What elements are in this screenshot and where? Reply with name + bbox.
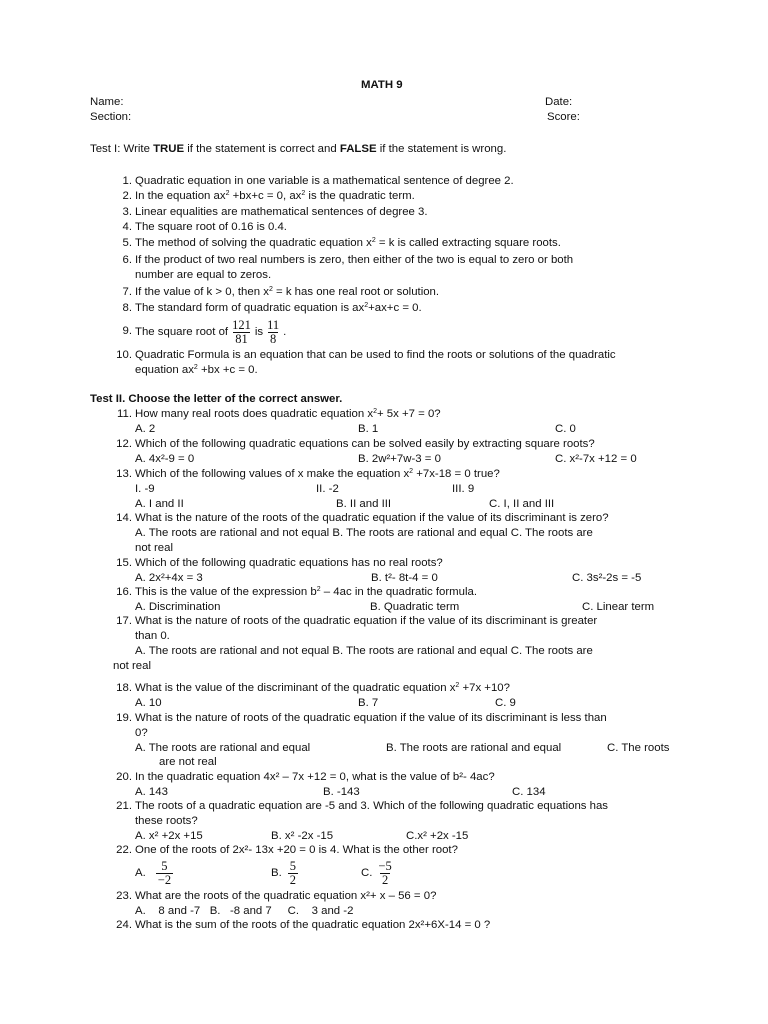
- option-c: C. $\frac{-5}{2}$: [361, 858, 392, 887]
- question-number: 23.: [116, 890, 132, 902]
- option-a: A. $\frac{5}{-2}$: [135, 858, 172, 887]
- item-number: 9.: [122, 325, 132, 337]
- item-number: 5.: [122, 237, 132, 249]
- question-number: 16.: [116, 586, 132, 598]
- score-label: Score:: [547, 111, 580, 123]
- question-number: 11.: [117, 408, 132, 420]
- question-text-cont: than 0.: [135, 630, 170, 642]
- statement-text: The standard form of quadratic equation is $ax^2+ax+c = 0$.: [135, 302, 422, 314]
- question-text: In the quadratic equation 4x² – 7x +12 = 0, what is the value of b²- 4ac?: [135, 771, 495, 783]
- statement-text: In the equation $ax^2 +bx+c = 0$, $ax^2$ is the quadratic term.: [135, 190, 415, 202]
- option-c: C. 0: [555, 423, 576, 435]
- item-number: 3.: [122, 206, 132, 218]
- options-line: A. The roots are rational and not equal B. The roots are rational and equal C. The roots are: [135, 645, 593, 657]
- question-number: 17.: [116, 615, 132, 627]
- question-number: 21.: [116, 800, 132, 812]
- test1-instructions: Test I: Write TRUE if the statement is correct and FALSE if the statement is wrong.: [90, 143, 507, 155]
- option-b: B. 7: [358, 697, 379, 709]
- worksheet-title: MATH 9: [361, 79, 403, 91]
- question-text: What is the nature of roots of the quadratic equation if the value of its discriminant is greater: [135, 615, 598, 627]
- fraction-option-b: $\frac{5}{2}$: [289, 858, 297, 887]
- statement-text: The square root of 0.16 is 0.4.: [135, 221, 287, 233]
- question-text: Which of the following quadratic equations can be solved easily by extracting square roots?: [135, 438, 595, 450]
- option-c: C. The roots: [607, 742, 670, 754]
- option-b: B. 1: [358, 423, 379, 435]
- option-a: A. 2: [135, 423, 156, 435]
- option-c: C. 134: [512, 786, 546, 798]
- option-b: B. t²- 8t-4 = 0: [371, 572, 438, 584]
- question-number: 18.: [116, 682, 132, 694]
- statement-text: Linear equalities are mathematical sentences of degree 3.: [135, 206, 428, 218]
- question-text: Which of the following values of x make the equation $x^2 +7x-18 = 0$ true?: [135, 468, 500, 480]
- options-line: A. 8 and -7 B. -8 and 7 C. 3 and -2: [135, 905, 354, 917]
- option-a: A. 4x²-9 = 0: [135, 453, 195, 465]
- statement-text: Quadratic equation in one variable is a mathematical sentence of degree 2.: [135, 175, 514, 187]
- item-number: 4.: [122, 221, 132, 233]
- question-text: What are the roots of the quadratic equation x²+ x – 56 = 0?: [135, 890, 437, 902]
- fraction-11-8: $\frac{11}{8}$: [267, 317, 280, 346]
- date-label: Date:: [545, 96, 573, 108]
- question-text: What is the nature of the roots of the quadratic equation if the value of its discriminant is zero?: [135, 512, 609, 524]
- item-number: 1.: [122, 175, 132, 187]
- option-a: A. I and II: [135, 498, 184, 510]
- question-number: 24.: [116, 919, 132, 931]
- statement-text: The square root of $\frac{121}{81}$ is $\frac{11}{8}$ .: [135, 317, 287, 346]
- option-c: C.x² +2x -15: [406, 830, 469, 842]
- question-number: 14.: [116, 512, 132, 524]
- option-b: B. The roots are rational and equal: [386, 742, 562, 754]
- options-line-cont: not real: [113, 660, 151, 672]
- item-number: 10.: [116, 349, 132, 361]
- fraction-option-c: $\frac{-5}{2}$: [378, 858, 392, 887]
- question-text: This is the value of the expression $b^2 - 4ac$ in the quadratic formula.: [135, 586, 478, 598]
- question-number: 19.: [116, 712, 132, 724]
- question-number: 12.: [116, 438, 132, 450]
- question-text: What is the sum of the roots of the quadratic equation 2x²+6X-14 = 0 ?: [135, 919, 491, 931]
- statement-text: The method of solving the quadratic equation $x^2 = k$ is called extracting square roots.: [135, 237, 561, 249]
- fraction-option-a: $\frac{5}{-2}$: [157, 858, 172, 887]
- option-b: B. $\frac{5}{2}$: [271, 858, 297, 887]
- question-text: Which of the following quadratic equations has no real roots?: [135, 557, 443, 569]
- option-a: A. 143: [135, 786, 168, 798]
- item-number: 6.: [122, 254, 132, 266]
- question-number: 22.: [116, 844, 132, 856]
- question-number: 20.: [116, 771, 132, 783]
- option-b: B. 2w²+7w-3 = 0: [358, 453, 441, 465]
- question-text-cont: 0?: [135, 727, 148, 739]
- value-ii: II. -2: [316, 483, 339, 495]
- item-number: 7.: [122, 286, 132, 298]
- statement-text-cont: equation $ax^2 +bx +c = 0$.: [135, 364, 258, 376]
- statement-text: If the product of two real numbers is zero, then either of the two is equal to zero or both: [135, 254, 574, 266]
- option-a: A. x² +2x +15: [135, 830, 203, 842]
- item-number: 2.: [122, 190, 132, 202]
- statement-text: Quadratic Formula is an equation that can be used to find the roots or solutions of the quadratic: [135, 349, 616, 361]
- option-b: B. Quadratic term: [370, 601, 460, 613]
- option-c: C. 9: [495, 697, 516, 709]
- option-b: B. II and III: [336, 498, 392, 510]
- name-label: Name:: [90, 96, 124, 108]
- question-text: What is the value of the discriminant of the quadratic equation $x^2 +7x +10$?: [135, 682, 510, 694]
- fraction-121-81: $\frac{121}{81}$: [232, 317, 251, 346]
- question-text: One of the roots of 2x²- 13x +20 = 0 is 4. What is the other root?: [135, 844, 458, 856]
- option-a-cont: are not real: [159, 756, 217, 768]
- question-text: The roots of a quadratic equation are -5 and 3. Which of the following quadratic equations has: [135, 800, 609, 812]
- question-text-cont: these roots?: [135, 815, 198, 827]
- option-b: B. x² -2x -15: [271, 830, 334, 842]
- option-c: C. x²-7x +12 = 0: [555, 453, 637, 465]
- statement-text-cont: number are equal to zeros.: [135, 269, 272, 281]
- option-a: A. 10: [135, 697, 162, 709]
- option-a: A. The roots are rational and equal: [135, 742, 311, 754]
- section-label: Section:: [90, 111, 132, 123]
- test2-instructions: Test II. Choose the letter of the correct answer.: [90, 393, 343, 405]
- value-i: I. -9: [135, 483, 155, 495]
- options-line-cont: not real: [135, 542, 173, 554]
- option-c: C. 3s²-2s = -5: [572, 572, 642, 584]
- statement-text: If the value of k > 0, then $x^2 = k$ has one real root or solution.: [135, 286, 440, 298]
- option-b: B. -143: [323, 786, 360, 798]
- option-c: C. I, II and III: [489, 498, 555, 510]
- value-iii: III. 9: [452, 483, 475, 495]
- option-a: A. 2x²+4x = 3: [135, 572, 203, 584]
- question-text: What is the nature of roots of the quadratic equation if the value of its discriminant is less than: [135, 712, 607, 724]
- options-line: A. The roots are rational and not equal B. The roots are rational and equal C. The roots are: [135, 527, 593, 539]
- option-a: A. Discrimination: [135, 601, 221, 613]
- question-text: How many real roots does quadratic equation $x^2+ 5x +7 = 0$?: [135, 408, 441, 420]
- question-number: 15.: [116, 557, 132, 569]
- question-number: 13.: [116, 468, 132, 480]
- item-number: 8.: [122, 302, 132, 314]
- option-c: C. Linear term: [582, 601, 655, 613]
